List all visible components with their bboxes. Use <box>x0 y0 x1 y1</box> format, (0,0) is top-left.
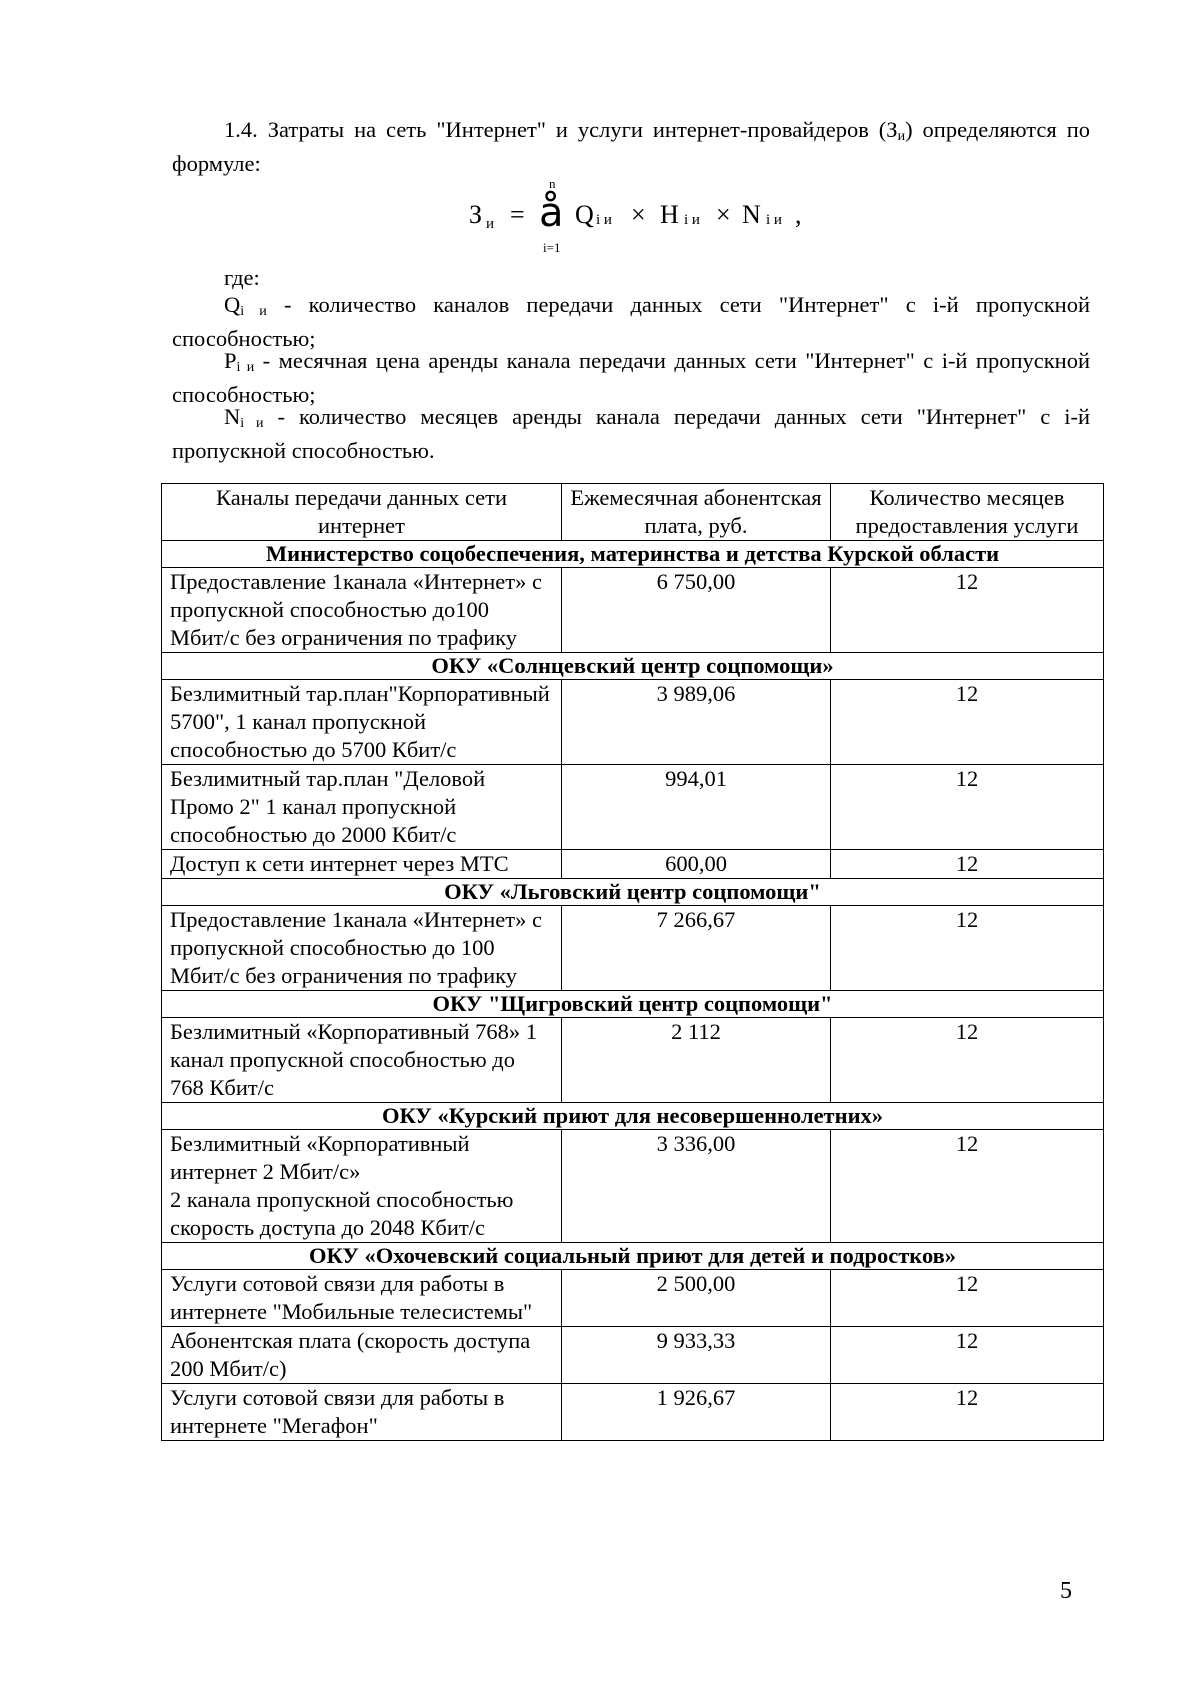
monthly-fee: 2 112 <box>562 1018 831 1103</box>
months-count: 12 <box>831 1327 1104 1384</box>
table-row <box>162 568 1104 653</box>
channel-name-line: Безлимитный «Корпоративный интернет 2 Мбит/с» <box>170 1131 470 1184</box>
org-name: ОКУ «Охочевский социальный приют для детей и подростков» <box>162 1243 1104 1270</box>
header-channels: Каналы передачи данных сети интернет <box>162 484 562 541</box>
intro-text: 1.4. Затраты на сеть "Интернет" и услуги интернет-провайдеров (З <box>224 117 898 142</box>
formula-lhs-sub: и <box>486 216 495 232</box>
org-row <box>162 653 1104 680</box>
internet-costs-table <box>161 483 1104 1441</box>
table-row <box>162 1327 1104 1384</box>
months-count: 12 <box>831 1130 1104 1243</box>
channel-name: Безлимитный тар.план "Деловой Промо 2" 1 канал пропускной способностью до 2000 Кбит/с <box>162 765 562 850</box>
monthly-fee: 600,00 <box>562 850 831 879</box>
formula-q: Q <box>575 200 594 229</box>
formula-h-sub: i и <box>684 212 700 228</box>
table-row <box>162 680 1104 765</box>
org-row <box>162 879 1104 906</box>
definition-q-text: - количество каналов передачи данных сети "Интернет" с i-й пропускной способностью; <box>172 292 1090 351</box>
months-count: 12 <box>831 1270 1104 1327</box>
org-row <box>162 991 1104 1018</box>
sum-lower-limit: i=1 <box>543 240 561 255</box>
channel-name: Предоставление 1канала «Интернет» с пропускной способностью до 100 Мбит/с без ограничения по трафику <box>162 906 562 991</box>
org-name: ОКУ «Солнцевский центр соцпомощи» <box>162 653 1104 680</box>
table-row <box>162 1384 1104 1441</box>
table-row <box>162 765 1104 850</box>
formula-n-sub: i и <box>766 212 782 228</box>
org-row <box>162 1243 1104 1270</box>
channel-name-line: 2 канала пропускной способностью скорость доступа до 2048 Кбит/с <box>170 1187 514 1240</box>
months-count: 12 <box>831 1018 1104 1103</box>
months-count: 12 <box>831 568 1104 653</box>
definition-q <box>172 291 1090 352</box>
org-name: ОКУ «Льговский центр соцпомощи" <box>162 879 1104 906</box>
definition-p-text: - месячная цена аренды канала передачи данных сети "Интернет" с i-й пропускной способностью; <box>172 348 1090 407</box>
monthly-fee: 9 933,33 <box>562 1327 831 1384</box>
table-row <box>162 906 1104 991</box>
formula-end: , <box>795 200 802 229</box>
formula-equals: = <box>510 200 525 229</box>
months-count: 12 <box>831 906 1104 991</box>
header-months: Количество месяцев предоставления услуги <box>831 484 1104 541</box>
monthly-fee: 7 266,67 <box>562 906 831 991</box>
formula-n: N <box>742 200 761 229</box>
formula-q-sub: i и <box>596 212 612 228</box>
months-count: 12 <box>831 765 1104 850</box>
formula-lhs: З <box>469 200 483 229</box>
monthly-fee: 3 336,00 <box>562 1130 831 1243</box>
channel-name <box>162 1130 562 1243</box>
months-count: 12 <box>831 850 1104 879</box>
channel-name: Доступ к сети интернет через МТС <box>162 850 562 879</box>
table-row <box>162 1018 1104 1103</box>
symbol-q-sub: i и <box>240 304 267 319</box>
org-name: ОКУ «Курский приют для несовершеннолетних» <box>162 1103 1104 1130</box>
months-count: 12 <box>831 680 1104 765</box>
org-row <box>162 1103 1104 1130</box>
sum-sign: å <box>539 190 564 236</box>
monthly-fee: 2 500,00 <box>562 1270 831 1327</box>
monthly-fee: 1 926,67 <box>562 1384 831 1441</box>
table-row <box>162 1130 1104 1243</box>
sum-upper-limit: n <box>549 176 556 191</box>
formula-times-1: × <box>631 200 646 229</box>
symbol-q: Q <box>224 292 241 317</box>
channel-name: Безлимитный «Корпоративный 768» 1 канал пропускной способностью до 768 Кбит/с <box>162 1018 562 1103</box>
symbol-p: P <box>224 348 237 373</box>
org-name: ОКУ "Щигровский центр соцпомощи" <box>162 991 1104 1018</box>
channel-name: Безлимитный тар.план"Корпоративный 5700", 1 канал пропускной способностью до 5700 Кбит/с <box>162 680 562 765</box>
header-monthly-fee: Ежемесячная абонентская плата, руб. <box>562 484 831 541</box>
intro-subscript: и <box>897 129 906 144</box>
channel-name: Предоставление 1канала «Интернет» с пропускной способностью до100 Мбит/с без ограничения по трафику <box>162 568 562 653</box>
table-row <box>162 850 1104 879</box>
symbol-n-sub: i и <box>240 416 264 431</box>
channel-name: Абонентская плата (скорость доступа 200 Мбит/с) <box>162 1327 562 1384</box>
monthly-fee: 3 989,06 <box>562 680 831 765</box>
symbol-n: N <box>224 404 241 429</box>
definition-n <box>172 403 1090 464</box>
formula-times-2: × <box>716 200 731 229</box>
definition-n-text: - количество месяцев аренды канала передачи данных сети "Интернет" с i-й пропускной способностью. <box>172 404 1091 463</box>
channel-name: Услуги сотовой связи для работы в интернете "Мобильные телесистемы" <box>162 1270 562 1327</box>
where-label: где: <box>224 265 260 290</box>
table-header-row <box>162 484 1104 541</box>
table-row <box>162 1270 1104 1327</box>
org-name: Министерство соцобеспечения, материнства и детства Курской области <box>162 541 1104 568</box>
org-row <box>162 541 1104 568</box>
monthly-fee: 6 750,00 <box>562 568 831 653</box>
intro-text-end: ) определяются по формуле: <box>172 117 1090 176</box>
months-count: 12 <box>831 1384 1104 1441</box>
definition-p <box>172 347 1090 408</box>
monthly-fee: 994,01 <box>562 765 831 850</box>
symbol-p-sub: i и <box>236 360 255 375</box>
formula-h: H <box>660 200 679 229</box>
intro-paragraph <box>172 116 1090 177</box>
channel-name: Услуги сотовой связи для работы в интернете "Мегафон" <box>162 1384 562 1441</box>
cost-formula <box>0 176 1200 260</box>
page-number: 5 <box>1060 1578 1072 1604</box>
